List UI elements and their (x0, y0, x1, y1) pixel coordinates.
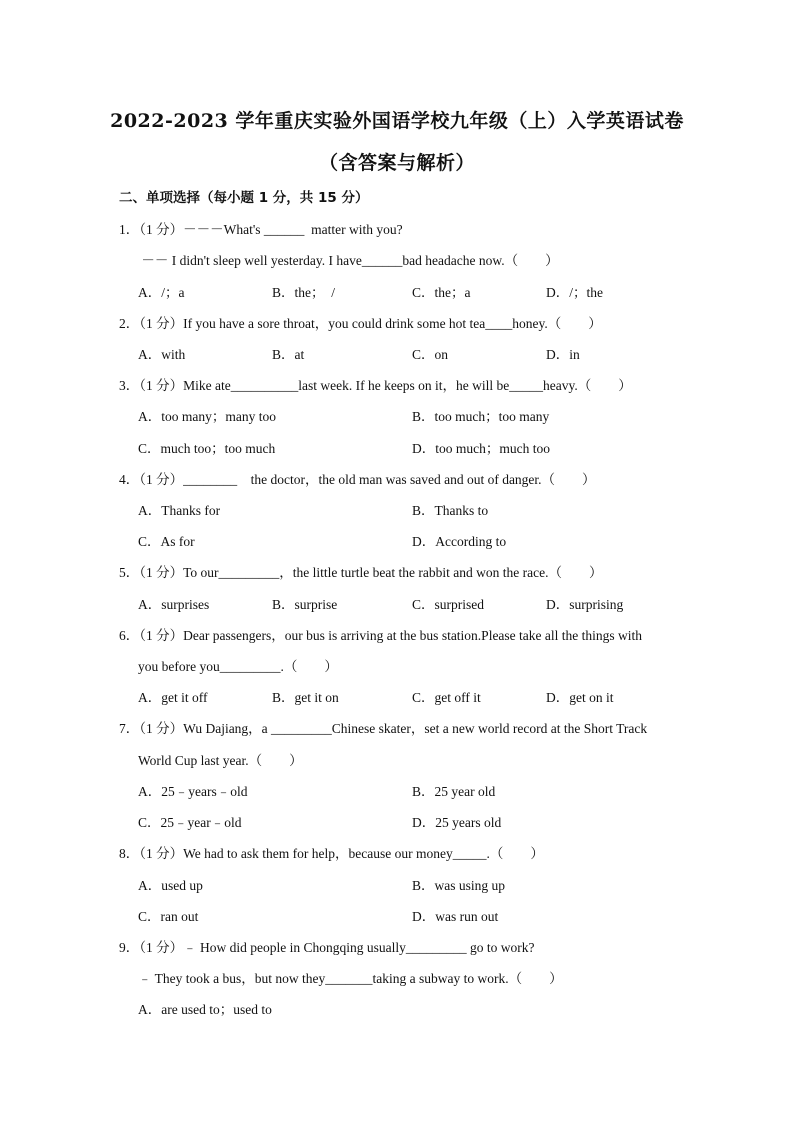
question-5-option-a[interactable]: A．surprises (138, 597, 210, 612)
question-2-option-b[interactable]: B．at (272, 347, 305, 362)
question-5-option-b[interactable]: B．surprise (272, 597, 338, 612)
question-3-option-b[interactable]: B．too much；too many (412, 409, 550, 424)
question-9-stem-line2: ﹣ They took a bus，but now they_______taking a subway to work.（ ） (138, 971, 563, 986)
question-7-option-a[interactable]: A．25﹣years﹣old (138, 784, 248, 799)
question-7-option-b[interactable]: B．25 year old (412, 784, 496, 799)
question-3-option-d[interactable]: D．too much；much too (412, 441, 550, 456)
question-6-option-b[interactable]: B．get it on (272, 690, 339, 705)
question-4-option-b[interactable]: B．Thanks to (412, 503, 489, 518)
question-2-stem: 2．（1 分）If you have a sore throat，you could drink some hot tea____honey.（ ） (119, 316, 602, 331)
question-8-option-c[interactable]: C．ran out (138, 909, 199, 924)
question-6-stem-line2: you before you_________.（ ） (138, 659, 338, 674)
question-6-stem: 6．（1 分）Dear passengers，our bus is arriving at the bus station.Please take all the things with (119, 628, 643, 643)
question-5-option-c[interactable]: C．surprised (412, 597, 484, 612)
question-4-option-a[interactable]: A．Thanks for (138, 503, 221, 518)
question-5-stem: 5．（1 分）To our_________，the little turtle beat the rabbit and won the race.（ ） (119, 565, 603, 580)
exam-title: 2022-2023 学年重庆实验外国语学校九年级（上）入学英语试卷 (110, 110, 684, 132)
question-8-option-a[interactable]: A．used up (138, 878, 203, 893)
question-7-option-d[interactable]: D．25 years old (412, 815, 502, 830)
question-1-option-d[interactable]: D．/；the (546, 285, 603, 300)
question-8-stem: 8．（1 分）We had to ask them for help，because our money_____.（ ） (119, 846, 544, 861)
question-4-stem: 4．（1 分）________ the doctor，the old man was saved and out of danger.（ ） (119, 472, 596, 487)
question-7-stem-line2: World Cup last year.（ ） (138, 753, 303, 768)
question-9-option-a[interactable]: A．are used to；used to (138, 1002, 272, 1017)
question-7-stem: 7．（1 分）Wu Dajiang，a _________Chinese skater，set a new world record at the Short Track (119, 721, 648, 736)
question-6-option-d[interactable]: D．get on it (546, 690, 614, 705)
question-8-option-d[interactable]: D．was run out (412, 909, 499, 924)
section-heading: 二、单项选择（每小题 1 分，共 15 分） (119, 190, 369, 206)
exam-subtitle: （含答案与解析） (318, 152, 475, 174)
question-1-option-b[interactable]: B．the； / (272, 285, 335, 300)
question-1-stem: 1．（1 分）－－－What's ______ matter with you? (119, 222, 403, 237)
question-4-option-c[interactable]: C．As for (138, 534, 195, 549)
question-9-stem: 9．（1 分）﹣ How did people in Chongqing usually_________ go to work? (119, 940, 535, 955)
question-1-option-c[interactable]: C．the；a (412, 285, 471, 300)
question-4-option-d[interactable]: D．According to (412, 534, 507, 549)
question-2-option-a[interactable]: A．with (138, 347, 186, 362)
question-1-option-a[interactable]: A．/；a (138, 285, 185, 300)
question-2-option-d[interactable]: D．in (546, 347, 580, 362)
question-8-option-b[interactable]: B．was using up (412, 878, 506, 893)
question-6-option-c[interactable]: C．get off it (412, 690, 481, 705)
question-3-stem: 3．（1 分）Mike ate__________last week. If he keeps on it，he will be_____heavy.（ ） (119, 378, 632, 393)
question-5-option-d[interactable]: D．surprising (546, 597, 624, 612)
question-2-option-c[interactable]: C．on (412, 347, 449, 362)
question-7-option-c[interactable]: C．25﹣year﹣old (138, 815, 242, 830)
question-1-stem-line2: －－ I didn't sleep well yesterday. I have______bad headache now.（ ） (138, 253, 559, 268)
question-3-option-a[interactable]: A．too many；many too (138, 409, 276, 424)
question-3-option-c[interactable]: C．much too；too much (138, 441, 276, 456)
question-6-option-a[interactable]: A．get it off (138, 690, 208, 705)
